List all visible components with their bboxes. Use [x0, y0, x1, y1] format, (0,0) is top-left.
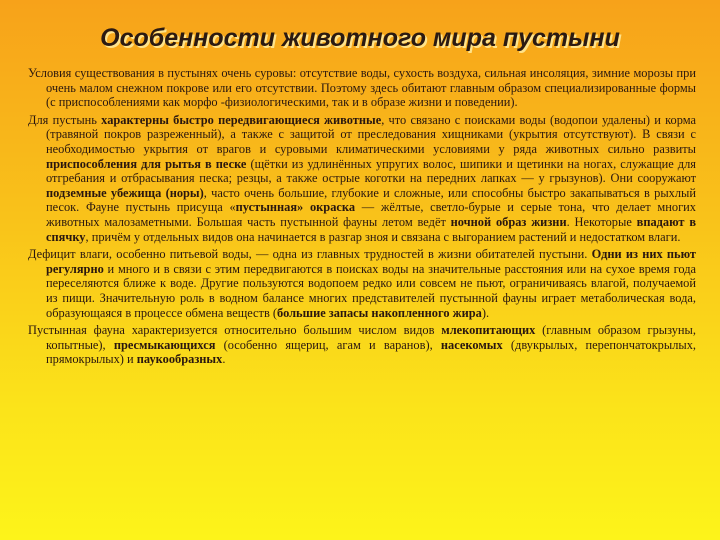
bold-run: пустынная» окраска [235, 200, 356, 215]
bold-run: паукообразных [136, 352, 223, 367]
paragraph-movement [28, 113, 696, 244]
bold-run: насекомых [440, 337, 503, 352]
bold-run: характерны быстро передвигающиеся животные [101, 112, 382, 127]
text-run: (двукрылых, перепончатокрылых, прямокрылых) и [46, 337, 697, 367]
slide-title: Особенности животного мира пустыни [100, 24, 620, 52]
text-run: , причём у отдельных видов она начинается в разгар зноя и связана с выгоранием растений и недостатком влаги. [85, 229, 681, 244]
text-run: Условия существования в пустынях очень суровы: отсутствие воды, сухость воздуха, сильная инсоляция, зимние морозы при очень малом снежном покрове или его отсутствии. Поэтому здесь обитают главным образом специализированные формы (с приспособлениями как морфо -физиологическими, так и в образе жизни и поведении). [28, 66, 696, 110]
text-run: Дефицит влаги, особенно питьевой воды, — одна из главных трудностей в жизни обитателей пустыни. [28, 247, 592, 262]
text-run: — жёлтые, светло-бурые и серые тона, что делает многих животных малозаметными. Большая часть пустынной фауны летом ведёт [46, 200, 696, 229]
paragraph-conditions [28, 66, 696, 110]
text-run: . Некоторые [566, 214, 637, 229]
text-run: (особенно ящериц, агам и варанов), [215, 337, 441, 352]
bold-run: млекопитающих [441, 323, 536, 338]
bold-run: приспособления для рытья в песке [46, 156, 247, 171]
slide-body [28, 66, 696, 370]
text-run: Для пустынь [28, 112, 102, 127]
text-run: , часто очень большие, глубокие и сложные, или способны быстро закапываться в рыхлый песок. Фауне пустынь присуща « [46, 185, 696, 215]
paragraph-fauna [28, 323, 696, 367]
text-run: и много и в связи с этим передвигаются в поисках воды на значительные расстояния или на сухое время года переселяются ближе к воде. Другие пользуются водопоем редко или совсем не пьют, ограничиваясь влагой, получаемой из пищи. Значительную роль в водном балансе многих представителей пустынной фауны играет метаболическая вода, образующаяся в процессе обмена веществ ( [46, 261, 696, 320]
bold-run: ночной образ жизни [450, 214, 567, 229]
text-run: (щётки из удлинённых упругих волос, шипики и щетинки на ногах, служащие для отгребания и отбрасывания песка; резцы, а также острые коготки на передних лапках — у грызунов). Они сооружают [46, 156, 696, 186]
text-run: Пустынная фауна характеризуется относительно большим числом видов [28, 323, 442, 338]
text-run: (главным образом грызуны, копытные), [46, 323, 696, 352]
text-run: . [222, 352, 226, 367]
paragraph-water [28, 247, 696, 320]
text-run: , что связано с поисками воды (водопои удалены) и корма (травяной покров разреженный), а также с защитой от преследования хищниками (укрытия отсутствуют). В связи с необходимостью укрытия от врагов и суровыми климатическими условиями у ряда животных сильно развиты [46, 112, 696, 156]
bold-run: подземные убежища (норы) [46, 185, 204, 200]
bold-run: Одни из них пьют регулярно [46, 247, 696, 276]
bold-run: пресмыкающихся [113, 337, 216, 352]
text-run: ). [481, 305, 490, 320]
bold-run: впадают в спячку [46, 214, 697, 244]
bold-run: большие запасы накопленного жира [277, 305, 482, 320]
